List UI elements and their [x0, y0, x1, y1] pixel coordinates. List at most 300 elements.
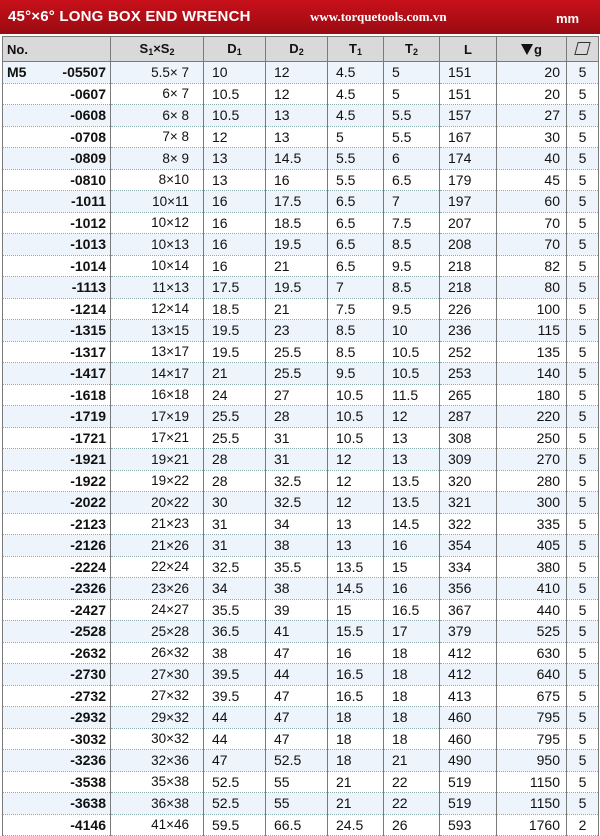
cell-s: 7× 8 — [111, 126, 204, 148]
cell-s: 19×22 — [111, 470, 204, 492]
table-row — [3, 255, 599, 277]
cell-no: -1012 — [3, 212, 111, 234]
cell-s: 17×19 — [111, 406, 204, 428]
cell-s: 26×32 — [111, 642, 204, 664]
cell-t2: 8.5 — [384, 277, 440, 299]
cell-d2: 32.5 — [266, 492, 328, 514]
cell-g: 45 — [497, 169, 567, 191]
cell-q: 5 — [567, 298, 599, 320]
cell-t2: 14.5 — [384, 513, 440, 535]
cell-d1: 10.5 — [204, 83, 266, 105]
cell-t2: 6 — [384, 148, 440, 170]
cell-no: -1014 — [3, 255, 111, 277]
cell-d1: 25.5 — [204, 406, 266, 428]
cell-d1: 28 — [204, 449, 266, 471]
table-row — [3, 685, 599, 707]
cell-q: 5 — [567, 599, 599, 621]
cell-g: 950 — [497, 750, 567, 772]
cell-d1: 16 — [204, 234, 266, 256]
cell-t1: 5.5 — [328, 148, 384, 170]
cell-d1: 59.5 — [204, 814, 266, 836]
cell-d1: 52.5 — [204, 771, 266, 793]
cell-s: 32×36 — [111, 750, 204, 772]
cell-g: 180 — [497, 384, 567, 406]
cell-t1: 5.5 — [328, 169, 384, 191]
cell-q: 2 — [567, 814, 599, 836]
cell-s: 20×22 — [111, 492, 204, 514]
cell-t1: 6.5 — [328, 255, 384, 277]
header-bar — [0, 0, 600, 34]
cell-d1: 36.5 — [204, 621, 266, 643]
cell-g: 280 — [497, 470, 567, 492]
cell-l: 207 — [440, 212, 497, 234]
cell-q: 5 — [567, 750, 599, 772]
cell-d2: 39 — [266, 599, 328, 621]
cell-d2: 12 — [266, 62, 328, 84]
cell-d1: 19.5 — [204, 320, 266, 342]
cell-d1: 17.5 — [204, 277, 266, 299]
cell-d1: 32.5 — [204, 556, 266, 578]
cell-t2: 13 — [384, 427, 440, 449]
cell-t1: 13.5 — [328, 556, 384, 578]
cell-q: 5 — [567, 234, 599, 256]
cell-t1: 10.5 — [328, 427, 384, 449]
cell-q: 5 — [567, 470, 599, 492]
cell-d1: 24 — [204, 384, 266, 406]
cell-d1: 35.5 — [204, 599, 266, 621]
cell-t1: 7.5 — [328, 298, 384, 320]
cell-t1: 5 — [328, 126, 384, 148]
cell-s: 36×38 — [111, 793, 204, 815]
cell-d2: 13 — [266, 105, 328, 127]
cell-t2: 18 — [384, 642, 440, 664]
cell-l: 226 — [440, 298, 497, 320]
cell-t1: 18 — [328, 707, 384, 729]
cell-g: 440 — [497, 599, 567, 621]
cell-no: -0809 — [3, 148, 111, 170]
cell-t2: 13.5 — [384, 470, 440, 492]
cell-t1: 13 — [328, 535, 384, 557]
cell-g: 135 — [497, 341, 567, 363]
cell-t2: 22 — [384, 793, 440, 815]
cell-no: -1011 — [3, 191, 111, 213]
cell-t2: 5 — [384, 62, 440, 84]
cell-q: 5 — [567, 685, 599, 707]
cell-g: 640 — [497, 664, 567, 686]
cell-g: 115 — [497, 320, 567, 342]
cell-d2: 14.5 — [266, 148, 328, 170]
cell-no: M5 -05507 — [3, 62, 111, 84]
cell-t1: 21 — [328, 771, 384, 793]
cell-g: 30 — [497, 126, 567, 148]
cell-d2: 19.5 — [266, 234, 328, 256]
cell-d2: 47 — [266, 707, 328, 729]
cell-g: 40 — [497, 148, 567, 170]
cell-no: -0708 — [3, 126, 111, 148]
cell-no: -1921 — [3, 449, 111, 471]
cell-d1: 47 — [204, 750, 266, 772]
cell-g: 20 — [497, 83, 567, 105]
spec-table — [2, 36, 599, 836]
cell-s: 35×38 — [111, 771, 204, 793]
cell-no: -1214 — [3, 298, 111, 320]
table-row — [3, 642, 599, 664]
cell-s: 13×15 — [111, 320, 204, 342]
table-row — [3, 728, 599, 750]
table-row — [3, 341, 599, 363]
box-icon — [574, 42, 590, 55]
cell-q: 5 — [567, 363, 599, 385]
table-row — [3, 599, 599, 621]
cell-t2: 18 — [384, 685, 440, 707]
cell-t1: 4.5 — [328, 105, 384, 127]
cell-no: -3236 — [3, 750, 111, 772]
cell-t1: 18 — [328, 750, 384, 772]
cell-q: 5 — [567, 621, 599, 643]
series-prefix: M5 — [7, 64, 27, 81]
cell-s: 6× 8 — [111, 105, 204, 127]
cell-g: 82 — [497, 255, 567, 277]
cell-t2: 9.5 — [384, 255, 440, 277]
cell-no: -4146 — [3, 814, 111, 836]
cell-g: 270 — [497, 449, 567, 471]
page-title: 45°×6° LONG BOX END WRENCH — [8, 8, 251, 25]
cell-l: 379 — [440, 621, 497, 643]
cell-d2: 47 — [266, 642, 328, 664]
cell-t1: 10.5 — [328, 384, 384, 406]
cell-l: 490 — [440, 750, 497, 772]
cell-t1: 12 — [328, 449, 384, 471]
cell-s: 30×32 — [111, 728, 204, 750]
website-link[interactable]: www.torquetools.com.vn — [310, 9, 447, 24]
cell-t2: 10 — [384, 320, 440, 342]
cell-no: -3032 — [3, 728, 111, 750]
col-d1-header: $D_1$ — [204, 37, 266, 62]
cell-q: 5 — [567, 62, 599, 84]
cell-l: 309 — [440, 449, 497, 471]
cell-l: 174 — [440, 148, 497, 170]
cell-t2: 5.5 — [384, 126, 440, 148]
table-row — [3, 277, 599, 299]
cell-t2: 7 — [384, 191, 440, 213]
cell-d2: 21 — [266, 255, 328, 277]
table-row — [3, 578, 599, 600]
table-row — [3, 126, 599, 148]
cell-s: 14×17 — [111, 363, 204, 385]
weight-icon — [521, 44, 533, 55]
table-row — [3, 707, 599, 729]
cell-l: 460 — [440, 728, 497, 750]
cell-t2: 13 — [384, 449, 440, 471]
cell-t2: 5 — [384, 83, 440, 105]
cell-d2: 13 — [266, 126, 328, 148]
cell-g: 380 — [497, 556, 567, 578]
table-row — [3, 148, 599, 170]
cell-t2: 15 — [384, 556, 440, 578]
cell-d1: 16 — [204, 191, 266, 213]
cell-q: 5 — [567, 449, 599, 471]
cell-q: 5 — [567, 83, 599, 105]
cell-l: 413 — [440, 685, 497, 707]
cell-l: 322 — [440, 513, 497, 535]
cell-g: 335 — [497, 513, 567, 535]
cell-t1: 13 — [328, 513, 384, 535]
cell-no: -1922 — [3, 470, 111, 492]
cell-g: 60 — [497, 191, 567, 213]
table-row — [3, 384, 599, 406]
cell-q: 5 — [567, 728, 599, 750]
cell-no: -2730 — [3, 664, 111, 686]
cell-d2: 44 — [266, 664, 328, 686]
cell-t2: 18 — [384, 707, 440, 729]
cell-s: 27×30 — [111, 664, 204, 686]
cell-g: 100 — [497, 298, 567, 320]
table-row — [3, 427, 599, 449]
cell-d1: 28 — [204, 470, 266, 492]
cell-q: 5 — [567, 707, 599, 729]
cell-d2: 47 — [266, 685, 328, 707]
cell-t1: 24.5 — [328, 814, 384, 836]
cell-q: 5 — [567, 105, 599, 127]
cell-no: -2022 — [3, 492, 111, 514]
cell-no: -1618 — [3, 384, 111, 406]
cell-d1: 16 — [204, 212, 266, 234]
cell-l: 151 — [440, 83, 497, 105]
cell-l: 151 — [440, 62, 497, 84]
cell-t1: 6.5 — [328, 191, 384, 213]
cell-s: 8×10 — [111, 169, 204, 191]
cell-l: 519 — [440, 771, 497, 793]
cell-d2: 32.5 — [266, 470, 328, 492]
col-qty-header — [567, 37, 599, 62]
cell-d1: 39.5 — [204, 685, 266, 707]
cell-no: -1315 — [3, 320, 111, 342]
cell-l: 412 — [440, 664, 497, 686]
cell-t1: 4.5 — [328, 83, 384, 105]
cell-s: 25×28 — [111, 621, 204, 643]
cell-d2: 55 — [266, 771, 328, 793]
cell-l: 287 — [440, 406, 497, 428]
cell-l: 320 — [440, 470, 497, 492]
cell-s: 10×11 — [111, 191, 204, 213]
cell-t1: 7 — [328, 277, 384, 299]
table-row — [3, 83, 599, 105]
cell-no: -2427 — [3, 599, 111, 621]
cell-no: -1721 — [3, 427, 111, 449]
cell-g: 250 — [497, 427, 567, 449]
cell-no: -1013 — [3, 234, 111, 256]
cell-l: 208 — [440, 234, 497, 256]
cell-l: 218 — [440, 255, 497, 277]
cell-s: 24×27 — [111, 599, 204, 621]
cell-d2: 19.5 — [266, 277, 328, 299]
cell-l: 367 — [440, 599, 497, 621]
cell-t2: 9.5 — [384, 298, 440, 320]
cell-t2: 22 — [384, 771, 440, 793]
cell-s: 6× 7 — [111, 83, 204, 105]
cell-d2: 12 — [266, 83, 328, 105]
cell-no: -2326 — [3, 578, 111, 600]
cell-d1: 31 — [204, 535, 266, 557]
cell-d2: 35.5 — [266, 556, 328, 578]
cell-q: 5 — [567, 277, 599, 299]
cell-s: 27×32 — [111, 685, 204, 707]
cell-t2: 7.5 — [384, 212, 440, 234]
cell-l: 412 — [440, 642, 497, 664]
cell-d2: 41 — [266, 621, 328, 643]
cell-g: 795 — [497, 728, 567, 750]
cell-l: 179 — [440, 169, 497, 191]
cell-t1: 10.5 — [328, 406, 384, 428]
cell-q: 5 — [567, 427, 599, 449]
cell-t2: 18 — [384, 728, 440, 750]
cell-t2: 17 — [384, 621, 440, 643]
cell-t2: 26 — [384, 814, 440, 836]
cell-t2: 12 — [384, 406, 440, 428]
cell-l: 308 — [440, 427, 497, 449]
cell-d1: 38 — [204, 642, 266, 664]
cell-g: 70 — [497, 234, 567, 256]
cell-q: 5 — [567, 535, 599, 557]
cell-g: 220 — [497, 406, 567, 428]
cell-s: 19×21 — [111, 449, 204, 471]
cell-q: 5 — [567, 191, 599, 213]
cell-l: 334 — [440, 556, 497, 578]
cell-q: 5 — [567, 556, 599, 578]
cell-l: 265 — [440, 384, 497, 406]
cell-d1: 30 — [204, 492, 266, 514]
cell-t1: 16.5 — [328, 664, 384, 686]
cell-no: -1417 — [3, 363, 111, 385]
cell-no: -2123 — [3, 513, 111, 535]
cell-d1: 10 — [204, 62, 266, 84]
table-row — [3, 750, 599, 772]
cell-q: 5 — [567, 578, 599, 600]
cell-no: -2126 — [3, 535, 111, 557]
cell-g: 80 — [497, 277, 567, 299]
cell-t1: 15 — [328, 599, 384, 621]
cell-q: 5 — [567, 406, 599, 428]
cell-q: 5 — [567, 771, 599, 793]
cell-l: 253 — [440, 363, 497, 385]
cell-t2: 10.5 — [384, 341, 440, 363]
cell-s: 10×13 — [111, 234, 204, 256]
cell-no: -2932 — [3, 707, 111, 729]
cell-d2: 47 — [266, 728, 328, 750]
cell-g: 405 — [497, 535, 567, 557]
cell-d1: 16 — [204, 255, 266, 277]
cell-s: 16×18 — [111, 384, 204, 406]
cell-t1: 4.5 — [328, 62, 384, 84]
cell-g: 525 — [497, 621, 567, 643]
unit-label: mm — [556, 11, 580, 26]
cell-s: 17×21 — [111, 427, 204, 449]
cell-g: 70 — [497, 212, 567, 234]
col-no-header: No. — [3, 37, 111, 62]
table-row — [3, 492, 599, 514]
cell-g: 300 — [497, 492, 567, 514]
cell-t2: 10.5 — [384, 363, 440, 385]
cell-d2: 23 — [266, 320, 328, 342]
cell-q: 5 — [567, 212, 599, 234]
cell-t2: 6.5 — [384, 169, 440, 191]
cell-no: -2528 — [3, 621, 111, 643]
cell-d1: 44 — [204, 728, 266, 750]
table-row — [3, 298, 599, 320]
cell-q: 5 — [567, 341, 599, 363]
cell-no: -0608 — [3, 105, 111, 127]
cell-q: 5 — [567, 320, 599, 342]
cell-l: 197 — [440, 191, 497, 213]
cell-no: -2224 — [3, 556, 111, 578]
cell-d2: 17.5 — [266, 191, 328, 213]
cell-l: 593 — [440, 814, 497, 836]
table-row — [3, 814, 599, 836]
cell-l: 321 — [440, 492, 497, 514]
cell-s: 21×26 — [111, 535, 204, 557]
cell-t1: 6.5 — [328, 212, 384, 234]
cell-g: 410 — [497, 578, 567, 600]
cell-d2: 52.5 — [266, 750, 328, 772]
cell-d2: 28 — [266, 406, 328, 428]
cell-d1: 18.5 — [204, 298, 266, 320]
cell-t2: 16.5 — [384, 599, 440, 621]
table-row — [3, 470, 599, 492]
cell-t1: 21 — [328, 793, 384, 815]
cell-t2: 16 — [384, 535, 440, 557]
cell-d2: 38 — [266, 535, 328, 557]
table-row — [3, 320, 599, 342]
cell-l: 356 — [440, 578, 497, 600]
cell-d2: 34 — [266, 513, 328, 535]
cell-l: 354 — [440, 535, 497, 557]
table-row — [3, 449, 599, 471]
cell-no: -3638 — [3, 793, 111, 815]
cell-g: 675 — [497, 685, 567, 707]
cell-t1: 9.5 — [328, 363, 384, 385]
cell-q: 5 — [567, 664, 599, 686]
table-row — [3, 406, 599, 428]
cell-no: -0810 — [3, 169, 111, 191]
cell-t1: 16.5 — [328, 685, 384, 707]
cell-d1: 13 — [204, 169, 266, 191]
cell-no: -1317 — [3, 341, 111, 363]
cell-d1: 52.5 — [204, 793, 266, 815]
cell-q: 5 — [567, 169, 599, 191]
col-t1-header: $T_1$ — [328, 37, 384, 62]
cell-t2: 11.5 — [384, 384, 440, 406]
table-row — [3, 363, 599, 385]
cell-g: 27 — [497, 105, 567, 127]
cell-no: -1113 — [3, 277, 111, 299]
cell-g: 795 — [497, 707, 567, 729]
table-row — [3, 621, 599, 643]
cell-g: 1150 — [497, 771, 567, 793]
table-row — [3, 169, 599, 191]
table-header-row — [3, 37, 599, 62]
cell-t1: 16 — [328, 642, 384, 664]
cell-d1: 25.5 — [204, 427, 266, 449]
cell-d1: 31 — [204, 513, 266, 535]
cell-g: 20 — [497, 62, 567, 84]
cell-t1: 8.5 — [328, 341, 384, 363]
cell-s: 10×14 — [111, 255, 204, 277]
cell-t1: 18 — [328, 728, 384, 750]
cell-t2: 5.5 — [384, 105, 440, 127]
cell-t1: 12 — [328, 470, 384, 492]
cell-d1: 34 — [204, 578, 266, 600]
col-t2-header: $T_2$ — [384, 37, 440, 62]
